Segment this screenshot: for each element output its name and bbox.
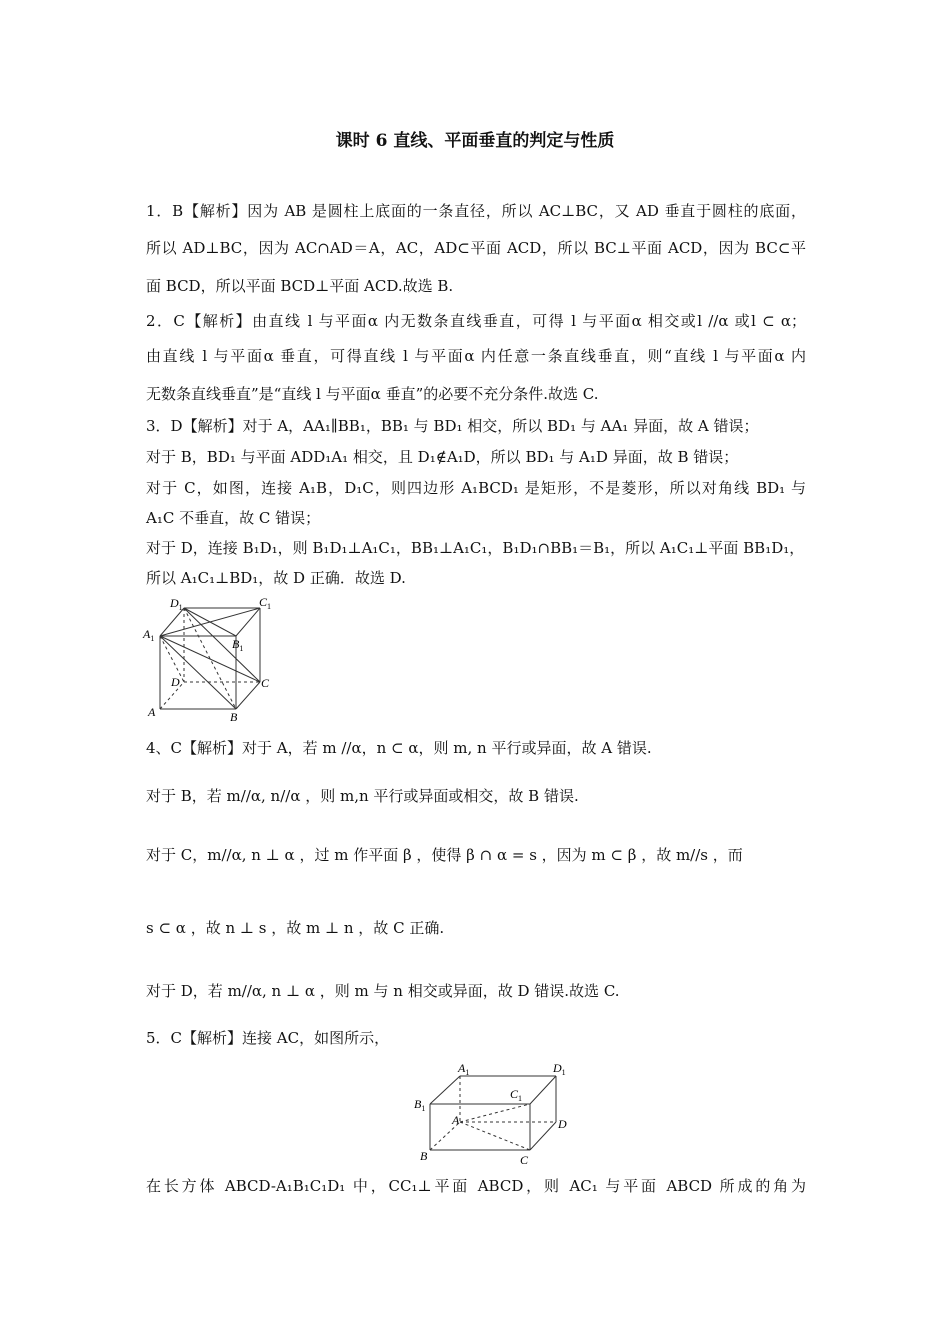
label-c: C: [520, 1153, 529, 1167]
problem-5-line-1: 5．C【解析】连接 AC，如图所示，: [146, 1029, 390, 1047]
problem-3-line-3: 对于 C，如图，连接 A₁B，D₁C，则四边形 A₁BCD₁ 是矩形，不是菱形，所以对角线 BD₁ 与: [146, 479, 806, 497]
edge-c1d1: [530, 1076, 556, 1104]
label-a: A: [452, 1113, 460, 1127]
problem-3-line-1: 3．D【解析】对于 A，AA₁∥BB₁，BB₁ 与 BD₁ 相交，所以 BD₁ 与 AA₁ 异面，故 A 错误；: [146, 417, 759, 435]
problem-1-line-2: 所以 AD⊥BC，因为 AC∩AD＝A，AC，AD⊂平面 ACD，所以 BC⊥平面 ACD，因为 BC⊂平: [146, 239, 806, 257]
problem-4-line-2: 对于 B，若 m//α, n//α ，则 m,n 平行或异面或相交，故 B 错误.: [146, 787, 579, 805]
problem-4-line-5: 对于 D，若 m//α, n ⊥ α ，则 m 与 n 相交或异面，故 D 错误.故选 C.: [146, 982, 620, 1000]
problem-2-line-3: 无数条直线垂直”是“直线 l 与平面α 垂直”的必要不充分条件.故选 C.: [146, 385, 599, 403]
edge-a1d1: [160, 608, 184, 636]
label-d1: $D_1$: [553, 1061, 566, 1077]
problem-4-line-4: s ⊂ α ，故 n ⊥ s ，故 m ⊥ n ，故 C 正确.: [146, 919, 445, 937]
edge-bc: [236, 682, 260, 709]
problem-3-line-4: A₁C 不垂直，故 C 错误；: [146, 509, 321, 527]
label-a: A: [148, 705, 156, 719]
problem-2-line-2: 由直线 l 与平面α 垂直，可得直线 l 与平面α 内任意一条直线垂直，则“直线 l 与平面α 内: [146, 347, 806, 365]
label-d: D: [171, 675, 180, 689]
edge-cd: [530, 1122, 556, 1150]
problem-4-line-1: 4、C【解析】对于 A，若 m //α，n ⊂ α，则 m, n 平行或异面，故 A 错误.: [146, 739, 652, 757]
label-c: C: [261, 676, 270, 690]
label-a1: $A_1$: [143, 627, 155, 643]
cube-figure: [140, 594, 280, 726]
problem-1-line-1: 1．B【解析】因为 AB 是圆柱上底面的一条直径，所以 AC⊥BC，又 AD 垂直于圆柱的底面，: [146, 202, 806, 220]
box-figure: [410, 1058, 576, 1170]
diag-d1b1: [184, 608, 236, 636]
label-b1: $B_1$: [232, 637, 244, 653]
diag-ac-hidden: [460, 1122, 530, 1150]
problem-2-line-1: 2．C【解析】由直线 l 与平面α 内无数条直线垂直，可得 l 与平面α 相交或l //α 或l ⊂ α；: [146, 312, 806, 330]
label-c1: $C_1$: [510, 1087, 523, 1103]
problem-3-line-6: 所以 A₁C₁⊥BD₁，故 D 正确．故选 D.: [146, 569, 406, 587]
label-a1: $A_1$: [458, 1061, 470, 1077]
problem-4-line-3: 对于 C，m//α, n ⊥ α ，过 m 作平面 β ，使得 β ∩ α = s ，因为 m ⊂ β ，故 m//s ，而: [146, 846, 743, 864]
label-c1: $C_1$: [259, 595, 272, 611]
diag-ac1-hidden: [460, 1104, 530, 1122]
label-b: B: [420, 1149, 428, 1163]
edge-b1c1: [236, 608, 260, 636]
problem-3-line-5: 对于 D，连接 B₁D₁，则 B₁D₁⊥A₁C₁，BB₁⊥A₁C₁，B₁D₁∩BB₁＝B₁，所以 A₁C₁⊥平面 BB₁D₁，: [146, 539, 805, 557]
problem-3-line-2: 对于 B，BD₁ 与平面 ADD₁A₁ 相交，且 D₁∉A₁D，所以 BD₁ 与 A₁D 异面，故 B 错误；: [146, 448, 739, 466]
label-d: D: [558, 1117, 567, 1131]
edge-b1a1: [430, 1076, 460, 1104]
label-d1: $D_1$: [170, 596, 183, 612]
page-title: 课时 6 直线、平面垂直的判定与性质: [335, 131, 615, 151]
problem-5-line-2: 在长方体 ABCD-A₁B₁C₁D₁ 中，CC₁⊥平面 ABCD，则 AC₁ 与平面 ABCD 所成的角为: [146, 1177, 806, 1195]
label-b: B: [230, 710, 238, 724]
problem-1-line-3: 面 BCD，所以平面 BCD⊥平面 ACD.故选 B.: [146, 277, 454, 295]
label-b1: $B_1$: [414, 1097, 426, 1113]
diag-d1b-hidden: [184, 608, 236, 709]
